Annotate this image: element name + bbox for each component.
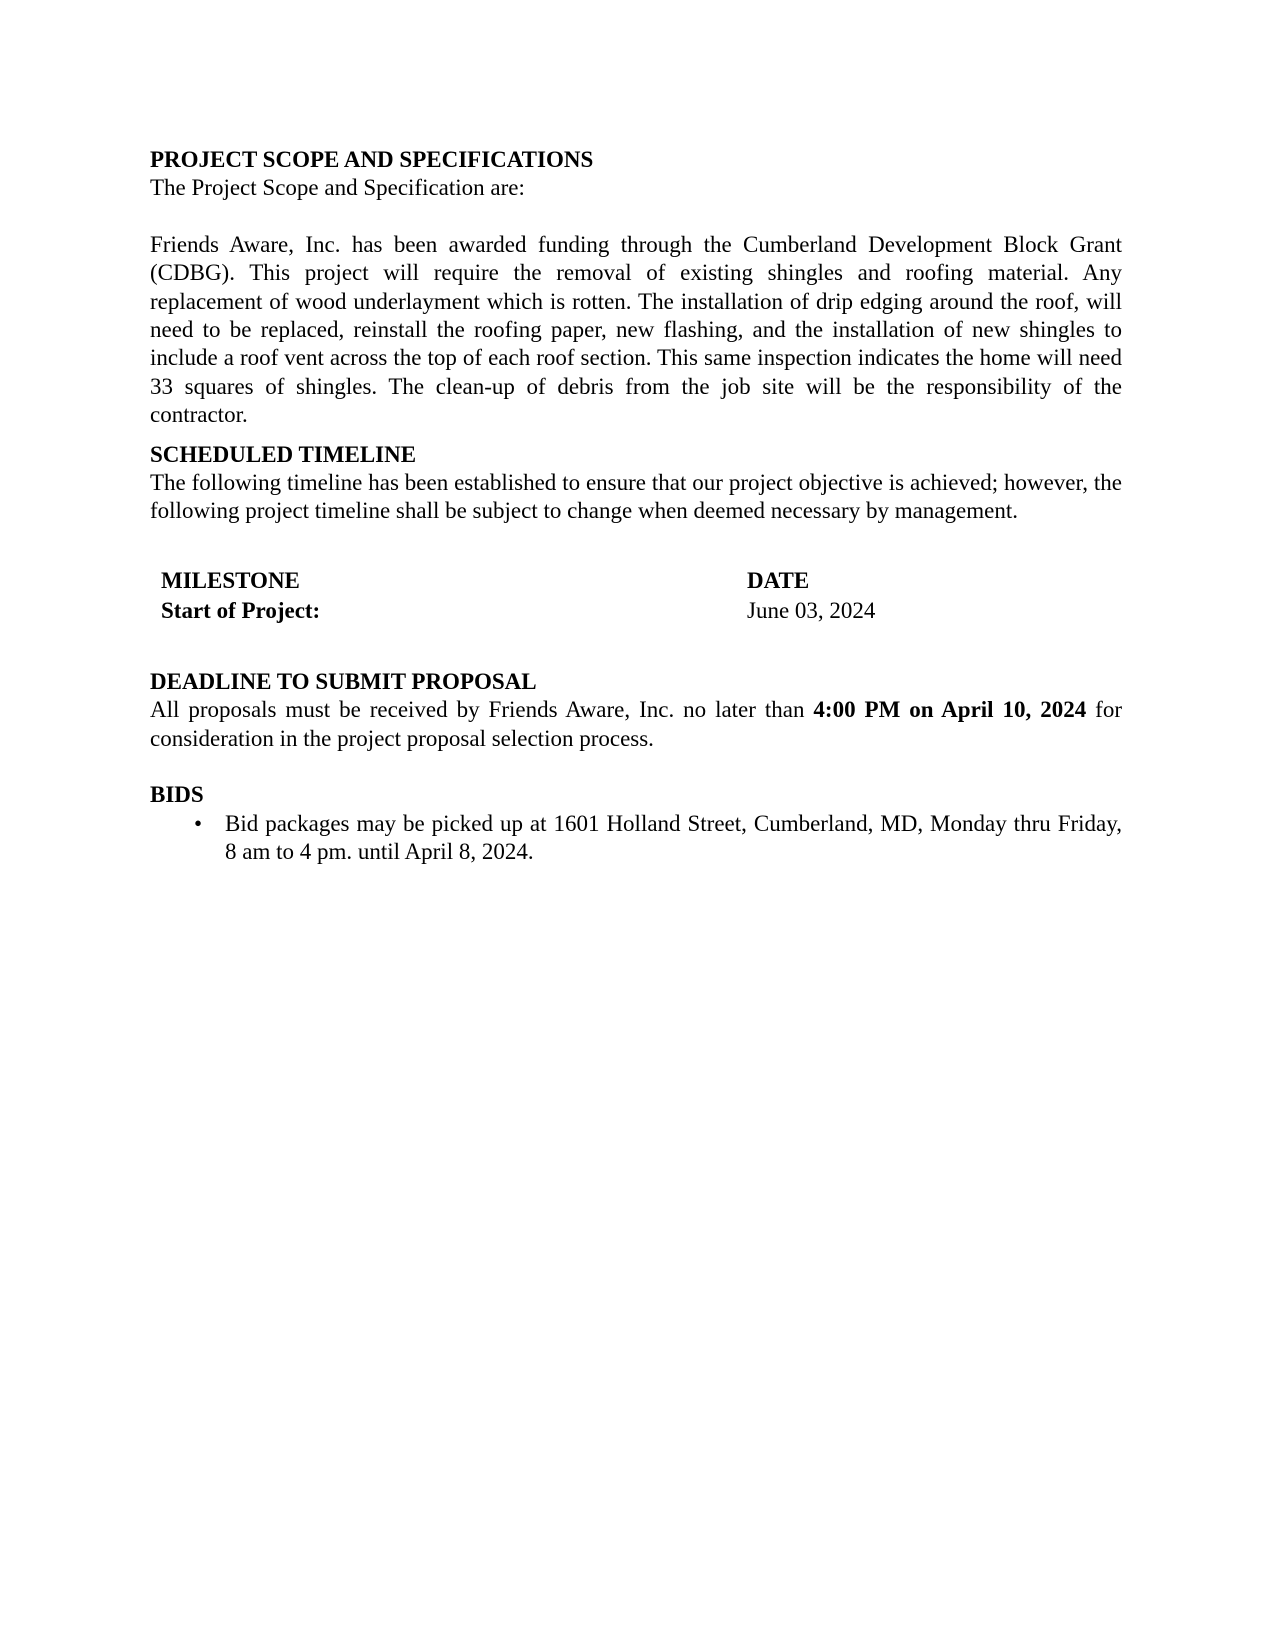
document-page	[150, 146, 1122, 866]
bullet-icon: •	[193, 810, 203, 836]
milestone-date: June 03, 2024	[747, 597, 876, 623]
scope-intro: The Project Scope and Specification are:	[150, 175, 525, 201]
milestone-row	[161, 596, 1122, 626]
milestone-column-header: MILESTONE	[161, 567, 300, 593]
bids-heading: BIDS	[150, 782, 204, 808]
bid-item-text: Bid packages may be picked up at 1601 Holland Street, Cumberland, MD, Monday thru Friday, 8 am to 4 pm. until April 8, 2024.	[225, 810, 1122, 864]
timeline-body: The following timeline has been established to ensure that our project objective is achieved; however, the following project timeline shall be subject to change when deemed necessary by management.	[150, 470, 1122, 524]
milestone-table	[161, 566, 1122, 626]
deadline-text-before: All proposals must be received by Friends Aware, Inc. no later than	[150, 697, 814, 723]
deadline-body	[150, 696, 1122, 753]
bids-list	[150, 810, 1122, 867]
deadline-date: 4:00 PM on April 10, 2024	[813, 697, 1087, 723]
list-item	[150, 810, 1122, 867]
scope-heading: PROJECT SCOPE AND SPECIFICATIONS	[150, 147, 594, 172]
milestone-label: Start of Project:	[161, 597, 321, 623]
deadline-heading: DEADLINE TO SUBMIT PROPOSAL	[150, 668, 537, 694]
milestone-header-row	[161, 566, 1122, 596]
deadline-text-after: for consideration in the project proposal selection process.	[150, 697, 1122, 751]
date-column-header: DATE	[747, 567, 810, 593]
timeline-heading: SCHEDULED TIMELINE	[150, 441, 417, 467]
scope-body: Friends Aware, Inc. has been awarded funding through the Cumberland Development Block Grant (CDBG). This project will require the removal of existing shingles and roofing material. Any replacement of wood underlayment which is rotten. The installation of drip edging around the roof, will need to be replaced, reinstall the roofing paper, new flashing, and the installation of new shingles to include a roof vent across the top of each roof section. This same inspection indicates the home will need 33 squares of shingles. The clean-up of debris from the job site will be the responsibility of the contractor.	[150, 231, 1122, 428]
